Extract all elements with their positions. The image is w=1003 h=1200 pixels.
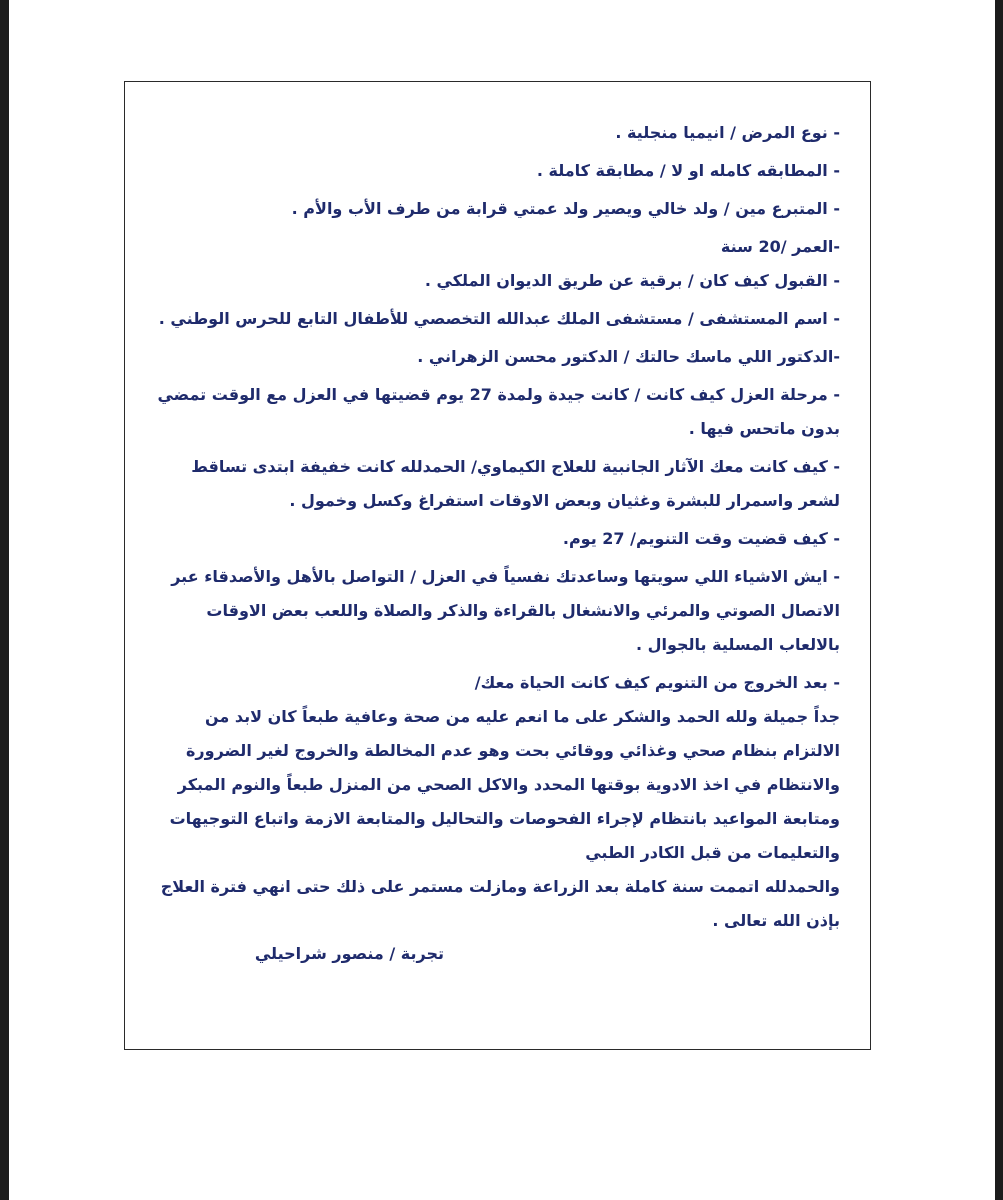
line-doctor: -الدكتور اللي ماسك حالتك / الدكتور محسن الزهراني . — [417, 347, 840, 366]
line-donor: - المتبرع مين / ولد خالي ويصير ولد عمتي قرابة من طرف الأب والأم . — [291, 199, 840, 218]
document-frame — [124, 81, 871, 1050]
line-hospital: - اسم المستشفى / مستشفى الملك عبدالله التخصصي للأطفال التابع للحرس الوطني . — [158, 309, 840, 328]
line-match: - المطابقه كامله او لا / مطابقة كاملة . — [536, 161, 840, 180]
line-after-discharge-question: - بعد الخروج من التنويم كيف كانت الحياة معك/ — [474, 673, 840, 692]
line-coping: - ايش الاشياء اللي سويتها وساعدتك نفسياً في العزل / التواصل بالأهل والأصدقاء عبر الاتصال الصوتي والمرئي والانشغال بالقراءة والذكر والصلاة واللعب بعض الاوقات بالالعاب المسلية بالجوال . — [171, 567, 840, 654]
line-admission: - القبول كيف كان / برقية عن طريق الديوان الملكي . — [424, 271, 840, 290]
left-dark-edge — [0, 0, 9, 1200]
line-isolation: - مرحلة العزل كيف كانت / كانت جيدة ولمدة 27 يوم قضيتها في العزل مع الوقت تمضي بدون ماتحس فيها . — [157, 385, 840, 438]
line-after-discharge-answer: جداً جميلة ولله الحمد والشكر على ما انعم عليه من صحة وعافية طبعاً كان لابد من الالتزام بنظام صحي وغذائي ووقائي بحت وهو عدم المخالطة والخروج لغير الضرورة والانتظام في اخذ الادوية بوقتها المحدد والاكل الصحي من المنزل طبعاً والنوم المبكر ومتابعة المواعيد بانتظام لإجراء الفحوصات والتحاليل والمتابعة الازمة واتباع التوجيهات والتعليمات من قبل الكادر الطبي — [169, 707, 840, 862]
document-body — [155, 116, 840, 938]
right-dark-edge — [995, 0, 1003, 1200]
line-age: -العمر /20 سنة — [720, 237, 840, 256]
line-stay-duration: - كيف قضيت وقت التنويم/ 27 يوم. — [562, 529, 840, 548]
line-disease-type: - نوع المرض / انيميا منجلية . — [615, 123, 840, 142]
signature: تجربة / منصور شراحيلي — [254, 944, 444, 963]
line-side-effects: - كيف كانت معك الآثار الجانبية للعلاج الكيماوي/ الحمدلله كانت خفيفة ابتدى تساقط لشعر واسمرار للبشرة وغثيان وبعض الاوقات استفراغ وكسل وخمول . — [191, 457, 840, 510]
line-closing: والحمدلله اتممت سنة كاملة بعد الزراعة ومازلت مستمر على ذلك حتى انهي فترة العلاج بإذن الله تعالى . — [160, 877, 840, 930]
